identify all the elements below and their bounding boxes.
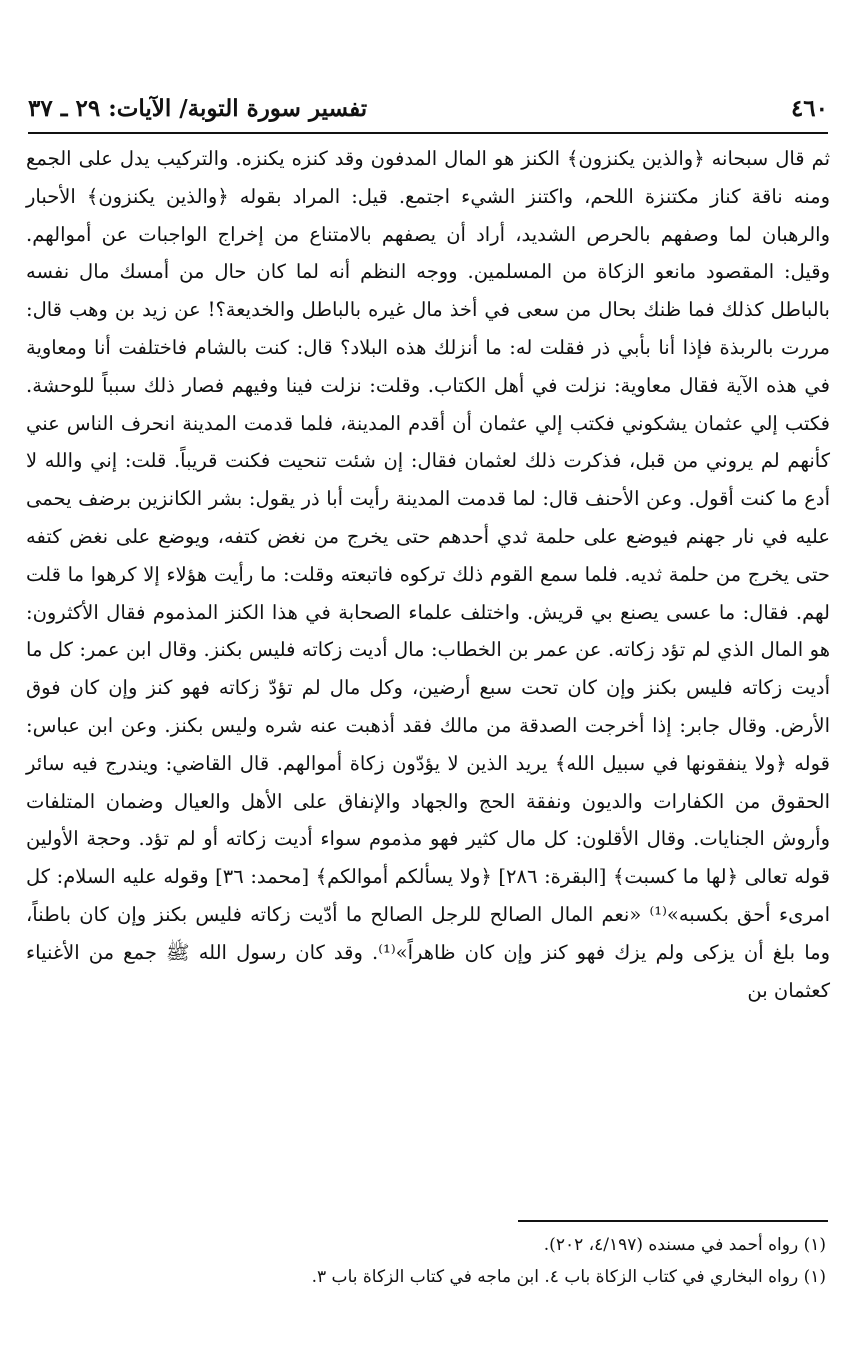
header-divider bbox=[28, 132, 828, 134]
body-paragraph: ثم قال سبحانه ﴿والذين يكنزون﴾ الكنز هو المال المدفون وقد كنزه يكنزه. والتركيب يدل على الجمع ومنه ناقة كناز مكتنزة اللحم، واكتنز الشيء اجتمع. قيل: المراد بقوله ﴿والذين يكنزون﴾ الأحبار والرهبان لما وصفهم بالحرص الشديد، أراد أن يصفهم بالامتناع من إخراج الواجبات عن أموالهم. وقيل: المقصود مانعو الزكاة من المسلمين. ووجه النظم أنه لما كان حال من أمسك مال نفسه بالباطل كذلك فما ظنك بحال من سعى في أخذ مال غيره بالباطل والخديعة؟! عن زيد بن وهب قال: مررت بالربذة فإذا أنا بأبي ذر فقلت له: ما أنزلك هذه البلاد؟ قال: كنت بالشام فاختلفت أنا ومعاوية في هذه الآية فقال معاوية: نزلت في أهل الكتاب. وقلت: نزلت فينا وفيهم فصار ذلك سبباً للوحشة. فكتب إلي عثمان يشكوني فكتب إلي عثمان أن أقدم المدينة، فلما قدمت المدينة انحرف الناس عني كأنهم لم يروني من قبل، فذكرت ذلك لعثمان فقال: إن شئت تنحيت فكنت قريباً. قلت: إني والله لا أدع ما كنت أقول. وعن الأحنف قال: لما قدمت المدينة رأيت أبا ذر يقول: بشر الكانزين برضف يحمى عليه في نار جهنم فيوضع على حلمة ثدي أحدهم حتى يخرج من نغض كتفه، ويوضع على نغض كتفه حتى يخرج من حلمة ثديه. فلما سمع القوم ذلك تركوه فاتبعته وقلت: ما رأيت هؤلاء إلا كرهوا ما قلت لهم. فقال: ما عسى يصنع بي قريش. واختلف علماء الصحابة في هذا الكنز المذموم فقال الأكثرون: هو المال الذي لم تؤد زكاته. عن عمر بن الخطاب: مال أديت زكاته فليس بكنز. وقال ابن عمر: كل ما أديت زكاته فليس بكنز وإن كان تحت سبع أرضين، وكل مال لم تؤدّ زكاته فهو كنز وإن كان فوق الأرض. وقال جابر: إذا أخرجت الصدقة من مالك فقد أذهبت عنه شره وليس بكنز. وعن ابن عباس: قوله ﴿ولا ينفقونها في سبيل الله﴾ يريد الذين لا يؤدّون زكاة أموالهم. قال القاضي: ويندرج فيه سائر الحقوق من الكفارات والديون ونفقة الحج والجهاد والإنفاق على الأهل والعيال وضمان المتلفات وأروش الجنايات. وقال الأقلون: كل مال كثير فهو مذموم سواء أديت زكاته أو لم تؤد. وحجة الأولين قوله تعالى ﴿لها ما كسبت﴾ [البقرة: ٢٨٦] ﴿ولا يسألكم أموالكم﴾ [محمد: ٣٦] وقوله عليه السلام: كل امرىء أحق بكسبه»⁽¹⁾ «نعم المال الصالح للرجل الصالح ما أدّيت زكاته فليس بكنز وإن كان باطناً، وما بلغ أن يزكى ولم يزك فهو كنز وإن كان ظاهراً»⁽¹⁾. وقد كان رسول الله ﷺ جمع من الأغنياء كعثمان بن bbox=[26, 147, 831, 1002]
footnote-2: (١) رواه البخاري في كتاب الزكاة باب ٤. ابن ماجه في كتاب الزكاة باب ٣. bbox=[311, 1267, 826, 1287]
main-text bbox=[26, 140, 830, 1009]
footnote-1: (١) رواه أحمد في مسنده (٤/١٩٧، ٢٠٢). bbox=[543, 1235, 826, 1255]
footnote-divider bbox=[518, 1220, 828, 1222]
page-header bbox=[28, 88, 828, 128]
page-number: ٤٦٠ bbox=[790, 94, 828, 122]
running-title: تفسير سورة التوبة/ الآيات: ٢٩ ـ ٣٧ bbox=[28, 94, 368, 122]
footnotes bbox=[28, 1229, 826, 1293]
